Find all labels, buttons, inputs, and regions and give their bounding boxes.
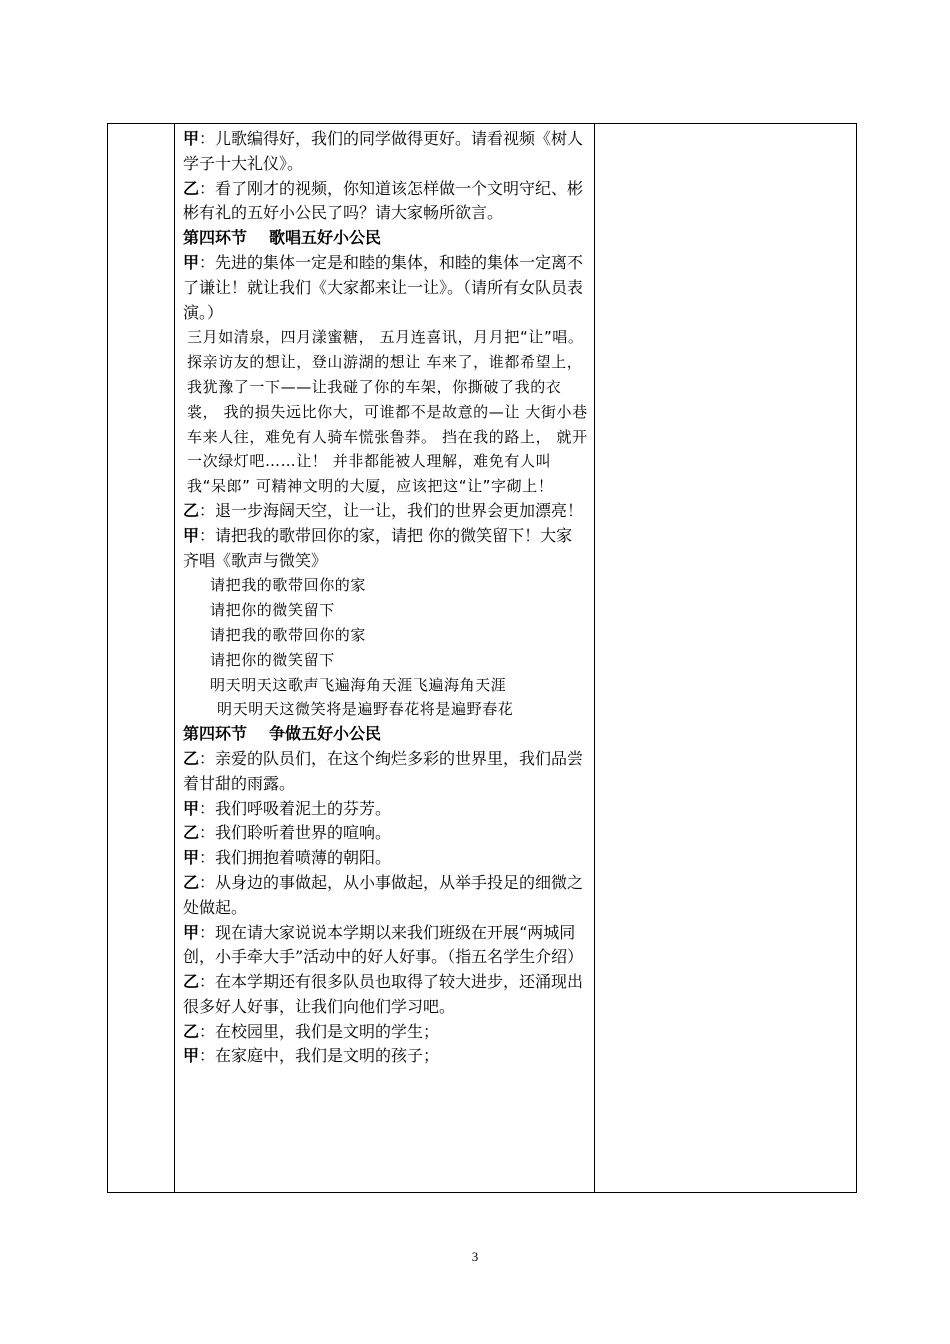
song-lyric: 请把你的微笑留下 bbox=[210, 601, 335, 620]
section-number: 第四环节 bbox=[183, 228, 248, 248]
dialogue-line bbox=[183, 499, 588, 524]
speaker-label: 甲 bbox=[183, 525, 200, 545]
speaker-label: 乙 bbox=[183, 872, 200, 892]
dialogue-text: ：请把我的歌带回你的家，请把 你的微笑留下！大家齐唱《歌声与微笑》 bbox=[183, 525, 573, 570]
script-content bbox=[183, 127, 588, 1192]
dialogue-text: ：我们呼吸着泥土的芬芳。 bbox=[199, 798, 392, 818]
dialogue-line bbox=[183, 177, 588, 227]
song-lyric: 明天明天这歌声飞遍海角天涯飞遍海角天涯 bbox=[210, 675, 507, 694]
dialogue-line bbox=[183, 970, 588, 1020]
dialogue-line bbox=[183, 871, 588, 921]
dialogue-text: ：退一步海阔天空，让一让，我们的世界会更加漂亮！ bbox=[199, 500, 584, 520]
dialogue-line bbox=[183, 127, 588, 177]
page-number: 3 bbox=[471, 1249, 479, 1264]
poem-text: 三月如清泉，四月漾蜜糖， 五月连喜讯，月月把“让”唱。 探亲访友的想让，登山游湖的想让 车来了，谁都希望上，我犹豫了一下——让我碰了你的车架，你撕破了我的衣裳， 我的损失远比你大，可谁都不是故意的—让 大街小巷车来人往，难免有人骑车慌张鲁莽。 挡在我的路上， 就开一次绿灯吧……让！ 并非都能被人理解，难免有人叫我“呆郎” 可精神文明的大厦，应该把这“让”字砌上！ bbox=[187, 328, 588, 496]
speaker-label: 乙 bbox=[183, 972, 200, 992]
dialogue-line bbox=[183, 846, 588, 871]
song-lyric: 请把我的歌带回你的家 bbox=[210, 625, 367, 644]
section-title: 争做五好小公民 bbox=[269, 724, 382, 744]
speaker-label: 乙 bbox=[183, 1021, 200, 1041]
dialogue-text: ：在本学期还有很多队员也取得了较大进步，还涌现出很多好人好事，让我们向他们学习吧。 bbox=[183, 972, 584, 1016]
dialogue-line bbox=[183, 821, 588, 846]
song-lyric: 请把你的微笑留下 bbox=[210, 650, 335, 669]
dialogue-text: ：看了刚才的视频，你知道该怎样做一个文明守纪、彬彬有礼的五好小公民了吗？请大家畅所欲言。 bbox=[183, 178, 584, 223]
dialogue-text: ：在校园里，我们是文明的学生； bbox=[199, 1021, 440, 1041]
dialogue-text: ：儿歌编得好，我们的同学做得更好。请看视频《树人学子十大礼仪》。 bbox=[183, 129, 584, 173]
dialogue-text: ：先进的集体一定是和睦的集体，和睦的集体一定离不了谦让！就让我们《大家都来让一让》。（请所有女队员表演。） bbox=[183, 252, 584, 322]
speaker-label: 甲 bbox=[183, 252, 200, 272]
dialogue-line bbox=[183, 524, 588, 574]
left-column-cell bbox=[108, 124, 175, 1193]
song-lyric: 请把我的歌带回你的家 bbox=[210, 576, 367, 595]
speaker-label: 甲 bbox=[183, 798, 200, 818]
section-title: 歌唱五好小公民 bbox=[269, 228, 382, 248]
section-heading bbox=[183, 226, 588, 251]
speaker-label: 乙 bbox=[183, 178, 200, 198]
speaker-label: 乙 bbox=[183, 823, 200, 843]
script-column-cell bbox=[175, 124, 595, 1193]
dialogue-text: ：我们聆听着世界的喧响。 bbox=[199, 823, 392, 843]
right-column-cell bbox=[595, 124, 857, 1193]
dialogue-text: ：从身边的事做起，从小事做起，从举手投足的细微之处做起。 bbox=[183, 872, 584, 917]
dialogue-line bbox=[183, 747, 588, 797]
table-row bbox=[108, 124, 857, 1193]
section-heading bbox=[183, 722, 588, 747]
speaker-label: 甲 bbox=[183, 129, 200, 148]
speaker-label: 乙 bbox=[183, 500, 200, 520]
dialogue-line bbox=[183, 1044, 588, 1069]
speaker-label: 甲 bbox=[183, 1046, 200, 1066]
dialogue-text: ：我们拥抱着喷薄的朝阳。 bbox=[199, 848, 392, 868]
section-number: 第四环节 bbox=[183, 724, 248, 744]
speaker-label: 甲 bbox=[183, 922, 200, 942]
dialogue-line bbox=[183, 921, 588, 971]
dialogue-text: ：亲爱的队员们，在这个绚烂多彩的世界里，我们品尝着甘甜的雨露。 bbox=[183, 748, 584, 793]
lesson-plan-table bbox=[107, 123, 857, 1193]
song-lyric: 明天明天这微笑将是遍野春花将是遍野春花 bbox=[217, 700, 514, 719]
dialogue-line bbox=[183, 797, 588, 822]
speaker-label: 乙 bbox=[183, 748, 200, 768]
dialogue-text: ：现在请大家说说本学期以来我们班级在开展“两城同创，小手牵大手”活动中的好人好事。（指五名学生介绍） bbox=[183, 922, 584, 967]
speaker-label: 甲 bbox=[183, 848, 200, 868]
dialogue-line bbox=[183, 1020, 588, 1045]
dialogue-text: ：在家庭中，我们是文明的孩子； bbox=[199, 1046, 440, 1066]
dialogue-line bbox=[183, 251, 588, 325]
